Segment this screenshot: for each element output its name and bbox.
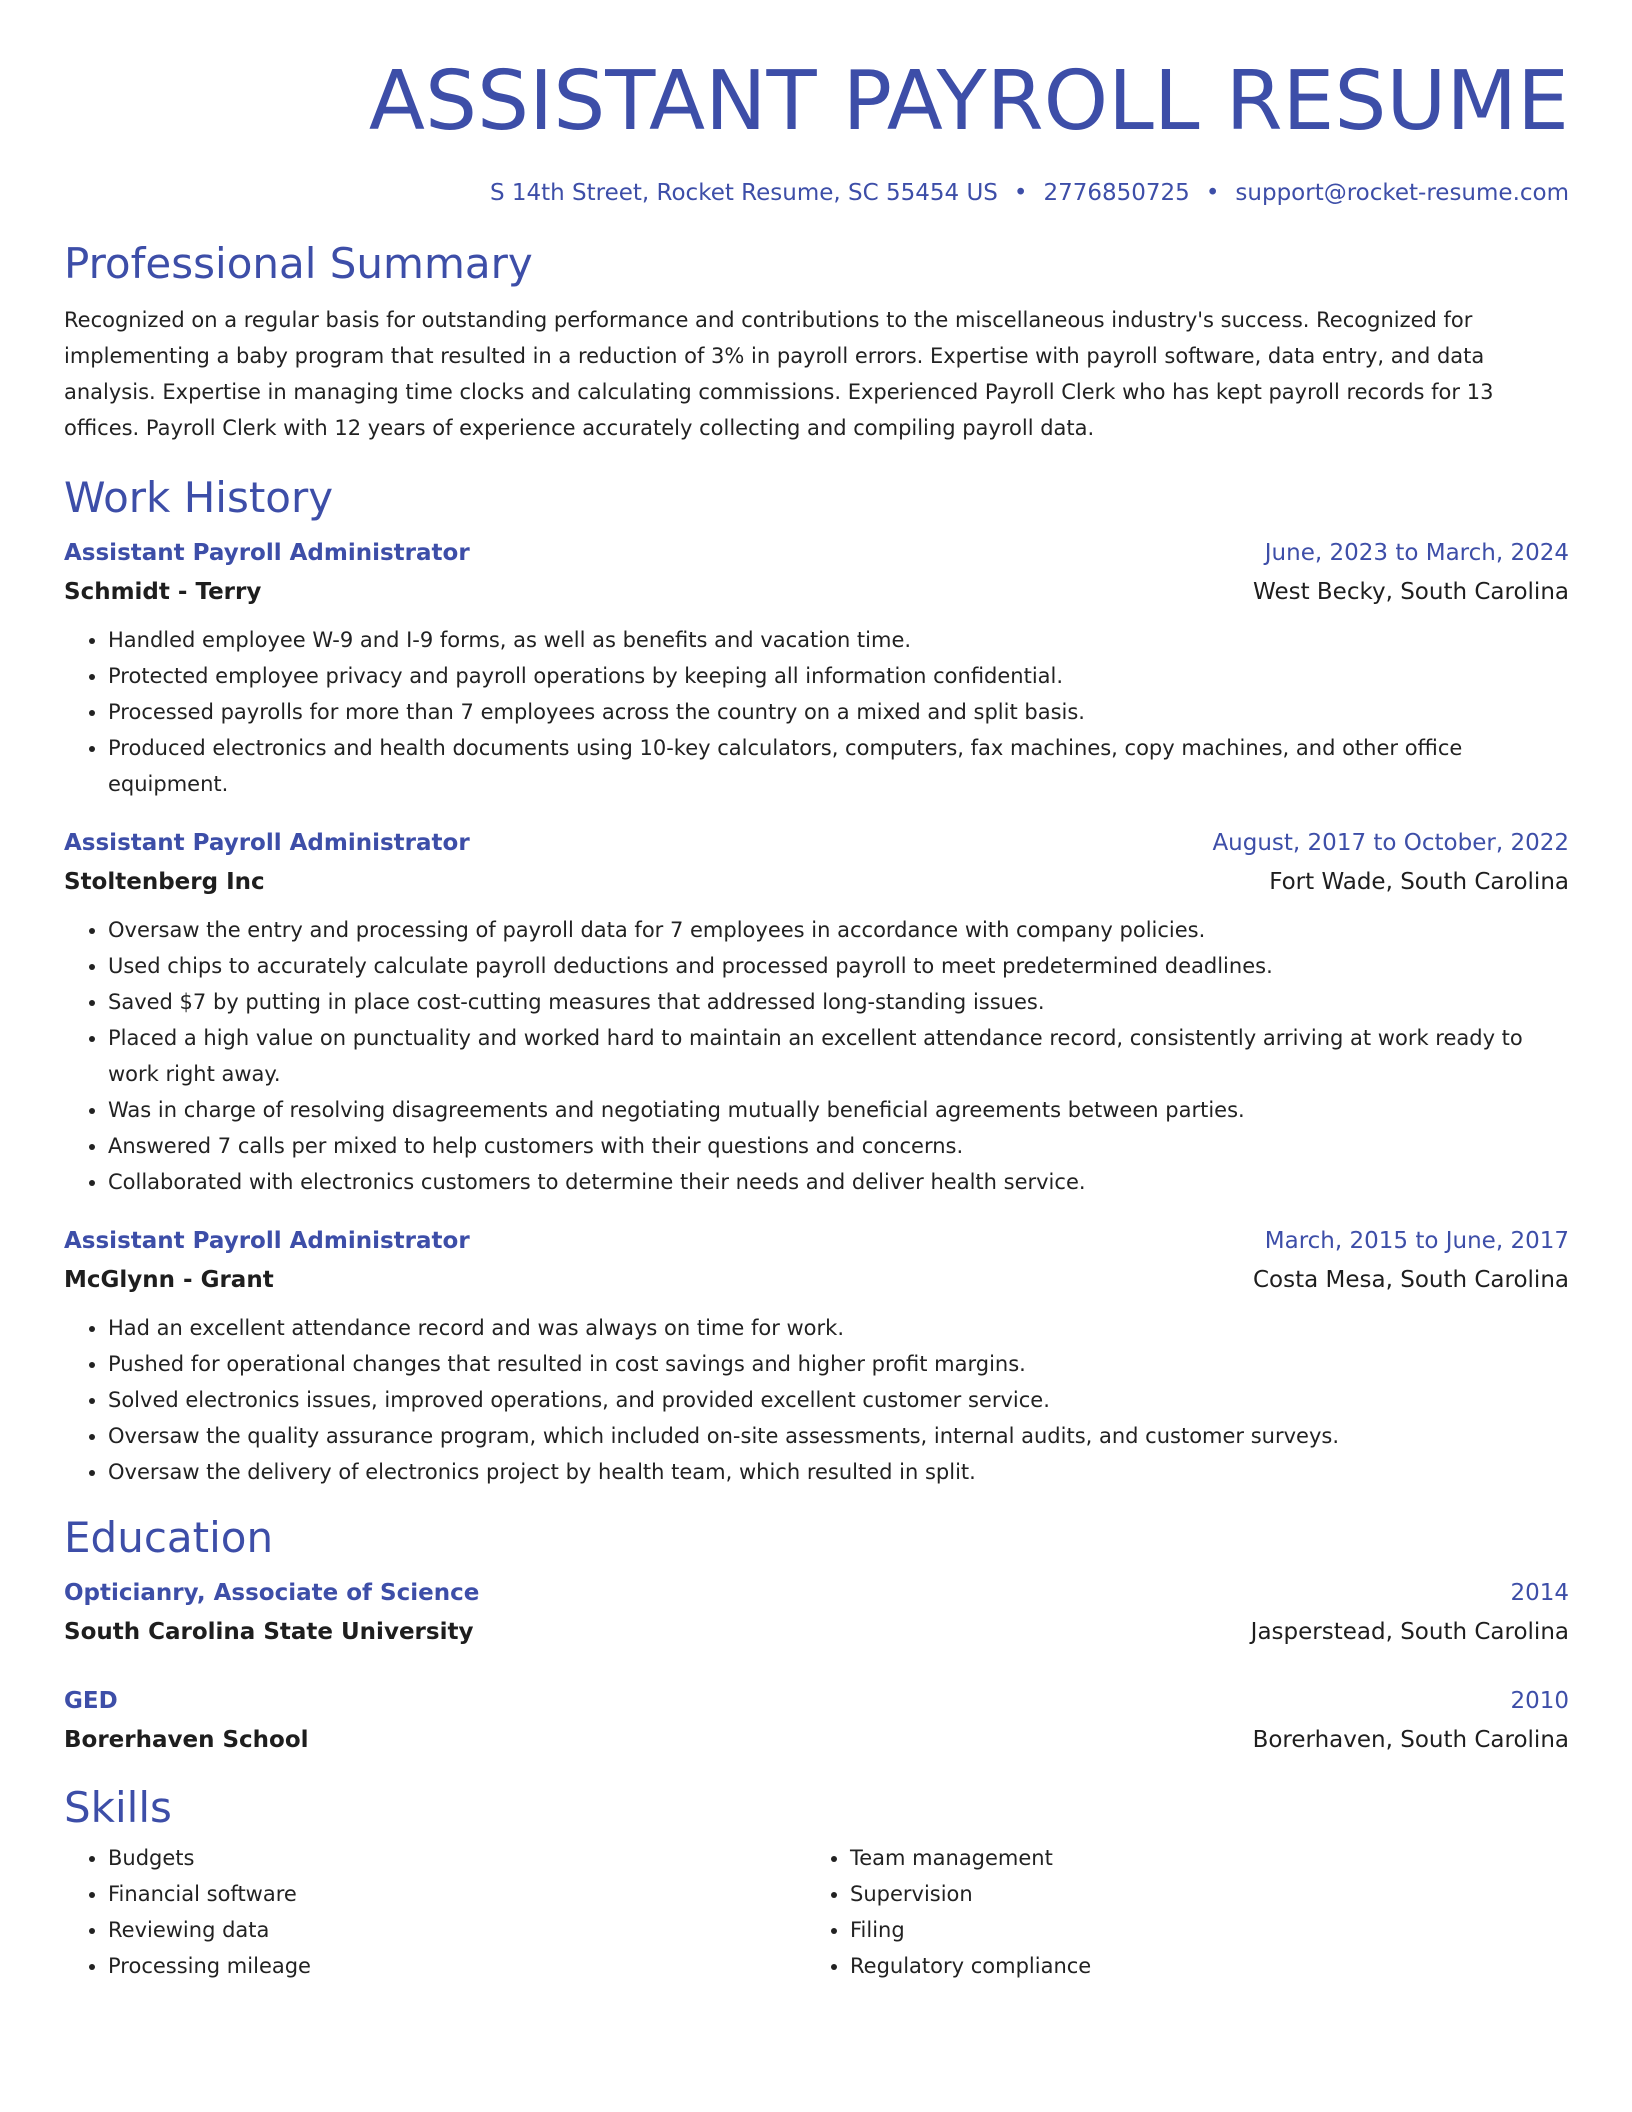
contact-address: S 14th Street, Rocket Resume, SC 55454 US (489, 180, 998, 206)
resume-header (64, 0, 1569, 208)
resume-page (64, 0, 1569, 1984)
job-bullet: • Pushed for operational changes that resulted in cost savings and higher profit margins. (108, 1346, 1569, 1382)
skill-item: • Processing mileage (108, 1948, 806, 1984)
job-bullets (64, 912, 1569, 1200)
job-dates: March, 2015 to June, 2017 (1264, 1228, 1569, 1254)
job-entry (64, 1222, 1569, 1490)
job-bullet: • Oversaw the entry and processing of payroll data for 7 employees in accordance with company policies. (108, 912, 1569, 948)
skill-item: • Team management (850, 1840, 1548, 1876)
education-school: South Carolina State University (64, 1619, 474, 1645)
education-entry (64, 1682, 1569, 1760)
education-degree: Opticianry, Associate of Science (64, 1580, 480, 1606)
job-bullet: • Solved electronics issues, improved operations, and provided excellent customer service. (108, 1382, 1569, 1418)
job-location: West Becky, South Carolina (1253, 579, 1569, 605)
contact-line (64, 178, 1569, 208)
job-employer: Schmidt - Terry (64, 579, 262, 605)
job-dates: August, 2017 to October, 2022 (1212, 830, 1569, 856)
section-title-work-history: Work History (64, 473, 334, 522)
skill-item: • Budgets (108, 1840, 806, 1876)
job-location: Fort Wade, South Carolina (1269, 869, 1569, 895)
job-bullet: • Answered 7 calls per mixed to help customers with their questions and concerns. (108, 1128, 1569, 1164)
resume-name: ASSISTANT PAYROLL RESUME (368, 54, 1569, 149)
job-entry (64, 534, 1569, 802)
skills-list-left (64, 1840, 806, 1984)
education-year: 2014 (1510, 1580, 1569, 1606)
job-entry (64, 824, 1569, 1200)
contact-email: support@rocket-resume.com (1235, 180, 1569, 206)
job-location: Costa Mesa, South Carolina (1252, 1267, 1569, 1293)
education-year: 2010 (1510, 1688, 1569, 1714)
job-bullet: • Used chips to accurately calculate payroll deductions and processed payroll to meet predetermined deadlines. (108, 948, 1569, 984)
job-employer: Stoltenberg Inc (64, 869, 265, 895)
skills-columns (64, 1840, 1569, 1984)
job-bullet: • Collaborated with electronics customers to determine their needs and deliver health service. (108, 1164, 1569, 1200)
job-bullet: • Oversaw the delivery of electronics project by health team, which resulted in split. (108, 1454, 1569, 1490)
contact-phone: 2776850725 (1043, 180, 1190, 206)
work-history-section (64, 472, 1569, 1490)
job-bullet: • Produced electronics and health documents using 10-key calculators, computers, fax machines, copy machines, and other office equipment. (108, 730, 1569, 802)
job-title: Assistant Payroll Administrator (64, 830, 470, 856)
contact-separator: • (1013, 180, 1028, 206)
skills-section (64, 1782, 1569, 1984)
contact-separator: • (1205, 180, 1220, 206)
skill-item: • Filing (850, 1912, 1548, 1948)
section-title-education: Education (64, 1513, 274, 1562)
job-bullet: • Handled employee W-9 and I-9 forms, as well as benefits and vacation time. (108, 622, 1569, 658)
skill-item: • Financial software (108, 1876, 806, 1912)
education-section (64, 1512, 1569, 1760)
job-bullets (64, 622, 1569, 802)
job-employer: McGlynn - Grant (64, 1267, 274, 1293)
education-degree: GED (64, 1688, 118, 1714)
skill-item: • Reviewing data (108, 1912, 806, 1948)
skill-item: • Supervision (850, 1876, 1548, 1912)
section-title-summary: Professional Summary (64, 239, 533, 288)
skills-list-right (806, 1840, 1548, 1984)
job-bullet: • Saved $7 by putting in place cost-cutting measures that addressed long-standing issues. (108, 984, 1569, 1020)
job-title: Assistant Payroll Administrator (64, 540, 470, 566)
job-bullet: • Had an excellent attendance record and was always on time for work. (108, 1310, 1569, 1346)
job-dates: June, 2023 to March, 2024 (1264, 540, 1569, 566)
education-entry (64, 1574, 1569, 1652)
skill-item: • Regulatory compliance (850, 1948, 1548, 1984)
summary-section (64, 238, 1569, 446)
job-bullet: • Processed payrolls for more than 7 employees across the country on a mixed and split basis. (108, 694, 1569, 730)
education-location: Jasperstead, South Carolina (1250, 1619, 1569, 1645)
education-school: Borerhaven School (64, 1727, 309, 1753)
job-bullet: • Was in charge of resolving disagreements and negotiating mutually beneficial agreements between parties. (108, 1092, 1569, 1128)
job-bullet: • Protected employee privacy and payroll operations by keeping all information confidential. (108, 658, 1569, 694)
job-bullet: • Placed a high value on punctuality and worked hard to maintain an excellent attendance record, consistently arriving at work ready to work right away. (108, 1020, 1569, 1092)
section-title-skills: Skills (64, 1783, 172, 1832)
job-bullet: • Oversaw the quality assurance program, which included on-site assessments, internal audits, and customer surveys. (108, 1418, 1569, 1454)
job-title: Assistant Payroll Administrator (64, 1228, 470, 1254)
summary-text: Recognized on a regular basis for outstanding performance and contributions to the miscellaneous industry's success. Recognized for implementing a baby program that resulted in a reduction of 3% in payroll errors. Expertise with payroll software, data entry, and data analysis. Expertise in managing time clocks and calculating commissions. Experienced Payroll Clerk who has kept payroll records for 13 offices. Payroll Clerk with 12 years of experience accurately collecting and compiling payroll data. (64, 308, 1494, 440)
education-location: Borerhaven, South Carolina (1252, 1727, 1569, 1753)
job-bullets (64, 1310, 1569, 1490)
